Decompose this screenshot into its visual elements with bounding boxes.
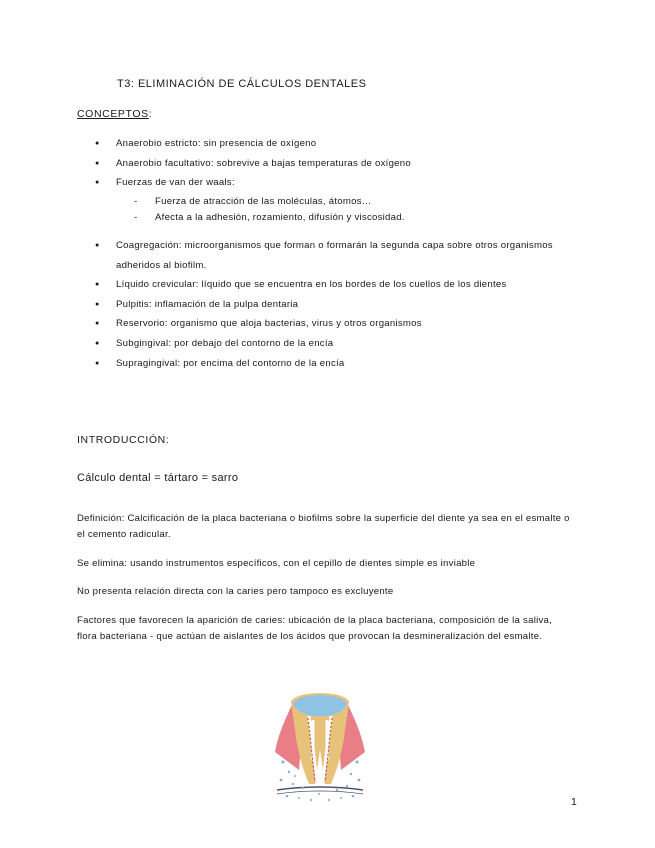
conceptos-heading-text: CONCEPTOS: [77, 108, 149, 120]
section-heading-conceptos: [77, 108, 152, 120]
tooth-cross-section-icon: [273, 690, 367, 805]
page-number: 1: [571, 796, 577, 808]
elimina-paragraph: Se elimina: usando instrumentos específicos, con el cepillo de dientes simple es inviable: [77, 558, 476, 569]
conceptos-list-continued: [77, 236, 577, 373]
section-heading-introduccion: INTRODUCCIÓN:: [77, 434, 170, 446]
factores-paragraph: Factores que favorecen la aparición de caries: ubicación de la placa bacteriana, composición de la saliva, flora bacteriana - que actúan de aislantes de los ácidos que provocan la desmineralización del esmalte.: [77, 615, 552, 642]
sub-list-item: - Fuerza de atracción de las moléculas, átomos…: [134, 194, 554, 210]
list-item: ● Coagregación: microorganismos que forman o formarán la segunda capa sobre otros organismos adheridos al biofilm.: [77, 236, 577, 275]
list-item: ● Supragingival: por encima del contorno de la encía: [77, 354, 577, 374]
list-item: ● Subgingival: por debajo del contorno de la encía: [77, 334, 577, 354]
definicion-paragraph: Definición: Calcificación de la placa bacteriana o biofilms sobre la superficie del diente ya sea en el esmalte o el cemento radicular.: [77, 513, 570, 540]
van-der-waals-sublist: [134, 194, 554, 225]
list-item: ● Fuerzas de van der waals:: [77, 173, 577, 193]
document-title: T3: ELIMINACIÓN DE CÁLCULOS DENTALES: [117, 78, 367, 90]
list-item: ● Líquido crevicular: líquido que se encuentra en los bordes de los cuellos de los dientes: [77, 275, 577, 295]
conceptos-list: [77, 134, 577, 193]
sub-list-item: - Afecta a la adhesión, rozamiento, difusión y viscosidad.: [134, 210, 554, 226]
list-item: ● Reservorio: organismo que aloja bacterias, virus y otros organismos: [77, 314, 577, 334]
conceptos-heading-colon: :: [148, 108, 153, 120]
list-item: ● Anaerobio facultativo: sobrevive a bajas temperaturas de oxígeno: [77, 154, 577, 174]
relacion-paragraph: No presenta relación directa con la caries pero tampoco es excluyente: [77, 586, 394, 597]
list-item: ● Pulpitis: inflamación de la pulpa dentaria: [77, 295, 577, 315]
calculo-line: Cálculo dental = tártaro = sarro: [77, 472, 239, 484]
list-item: ● Anaerobio estricto: sin presencia de oxígeno: [77, 134, 577, 154]
